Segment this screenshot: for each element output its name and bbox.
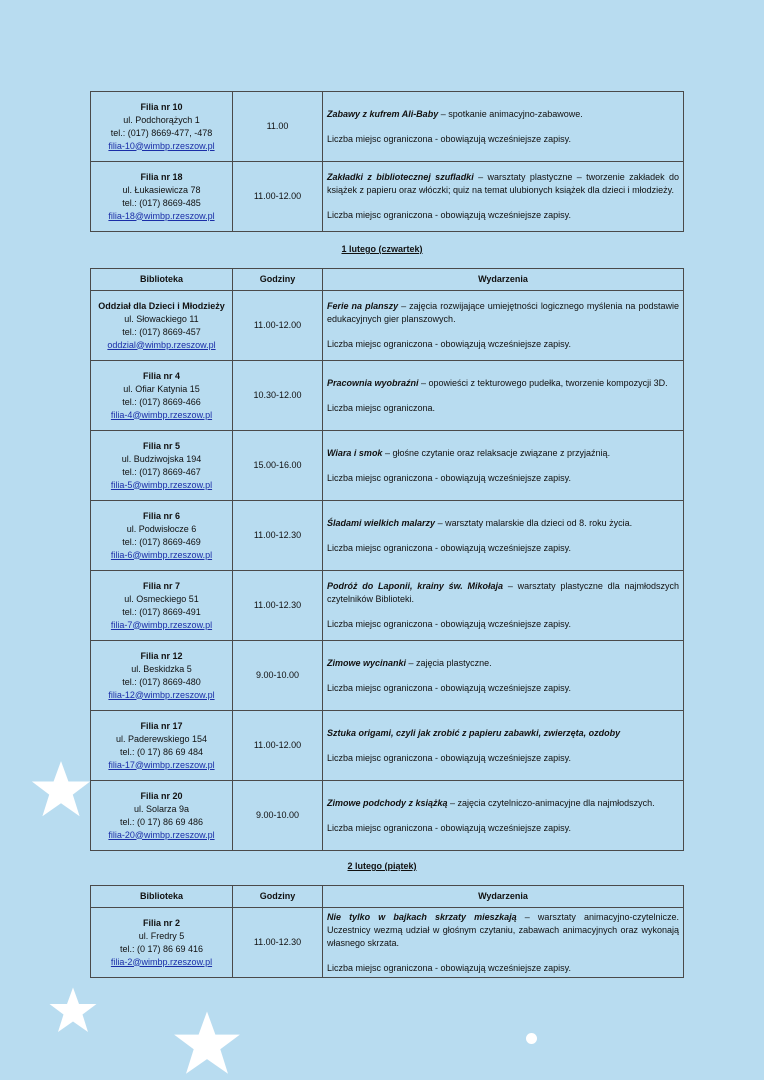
event-description: – głośne czytanie oraz relaksacje związane z przyjaźnią. <box>382 447 611 458</box>
star-decoration-icon <box>48 985 98 1035</box>
library-street: ul. Podwisłocze 6 <box>126 523 197 534</box>
library-email-link[interactable]: filia-18@wimbp.rzeszow.pl <box>108 210 215 221</box>
library-name: Filia nr 17 <box>140 720 183 731</box>
library-cell <box>91 781 233 851</box>
hours-cell: 11.00 <box>233 92 323 162</box>
table-header-row <box>91 269 684 291</box>
column-header-hours: Godziny <box>233 886 323 908</box>
star-decoration-icon <box>172 1008 242 1078</box>
library-phone: tel.: (017) 8669-491 <box>122 606 201 617</box>
hours-cell: 9.00-10.00 <box>233 781 323 851</box>
events-table-continued <box>90 91 684 232</box>
event-cell <box>323 908 684 978</box>
event-cell <box>323 92 684 162</box>
library-phone: tel.: (017) 8669-477, -478 <box>110 127 213 138</box>
event-cell <box>323 641 684 711</box>
event-description: – warsztaty plastyczne – tworzenie zakładek do książek z papieru oraz włóczki; quiz na temat ulubionych książek dla dzieci i młodzieży. <box>327 172 679 195</box>
event-cell <box>323 781 684 851</box>
hours-cell: 15.00-16.00 <box>233 431 323 501</box>
library-cell <box>91 92 233 162</box>
event-description: – zajęcia rozwijające umiejętności logicznego myślenia na podstawie edukacyjnych gier planszowych. <box>327 301 679 324</box>
library-street: ul. Słowackiego 11 <box>124 313 199 324</box>
table-row <box>91 92 684 162</box>
day-heading: 1 lutego (czwartek) <box>341 244 423 254</box>
event-note: Liczba miejsc ograniczona - obowiązują wcześniejsze zapisy. <box>327 752 571 763</box>
hours-cell: 11.00-12.30 <box>233 908 323 978</box>
event-cell <box>323 162 684 232</box>
event-title: Zabawy z kufrem Ali-Baby <box>327 108 439 119</box>
event-description: – opowieści z tekturowego pudełka, tworzenie kompozycji 3D. <box>418 377 668 388</box>
hours-cell: 11.00-12.00 <box>233 711 323 781</box>
library-cell <box>91 711 233 781</box>
event-note: Liczba miejsc ograniczona - obowiązują wcześniejsze zapisy. <box>327 682 571 693</box>
library-phone: tel.: (017) 8669-467 <box>122 466 201 477</box>
library-cell <box>91 291 233 361</box>
library-street: ul. Fredry 5 <box>138 930 185 941</box>
hours-cell: 11.00-12.00 <box>233 162 323 232</box>
table-row <box>91 571 684 641</box>
event-title: Ferie na planszy <box>327 301 399 311</box>
library-email-link[interactable]: filia-4@wimbp.rzeszow.pl <box>110 409 213 420</box>
library-cell <box>91 162 233 232</box>
library-name: Filia nr 6 <box>142 510 180 521</box>
table-row <box>91 908 684 978</box>
table-row <box>91 431 684 501</box>
library-phone: tel.: (017) 8669-480 <box>122 676 201 687</box>
event-title: Sztuka origami, czyli jak zrobić z papieru zabawki, zwierzęta, ozdoby <box>327 727 621 738</box>
library-email-link[interactable]: filia-2@wimbp.rzeszow.pl <box>110 956 213 967</box>
dot-decoration <box>526 1033 537 1044</box>
column-header-events: Wydarzenia <box>323 886 684 908</box>
event-title: Wiara i smok <box>327 447 383 458</box>
event-note: Liczba miejsc ograniczona - obowiązują wcześniejsze zapisy. <box>327 210 571 220</box>
hours-cell: 11.00-12.30 <box>233 501 323 571</box>
column-header-events: Wydarzenia <box>323 269 684 291</box>
hours-cell: 11.00-12.30 <box>233 571 323 641</box>
library-name: Filia nr 18 <box>140 171 183 182</box>
library-street: ul. Paderewskiego 154 <box>115 733 208 744</box>
event-cell <box>323 501 684 571</box>
hours-cell: 9.00-10.00 <box>233 641 323 711</box>
library-phone: tel.: (0 17) 86 69 486 <box>119 816 204 827</box>
event-description: – warsztaty animacyjno-czytelnicze. Uczestnicy wezmą udział w głośnym czytaniu, zabawach animacyjnych oraz wykonają własnego skrzata. <box>327 911 679 948</box>
library-cell <box>91 641 233 711</box>
library-phone: tel.: (017) 8669-485 <box>122 197 201 208</box>
library-cell <box>91 431 233 501</box>
library-street: ul. Ofiar Katynia 15 <box>123 383 200 394</box>
library-name: Filia nr 12 <box>140 650 183 661</box>
library-email-link[interactable]: oddzial@wimbp.rzeszow.pl <box>107 339 216 350</box>
event-title: Pracownia wyobraźni <box>327 377 419 388</box>
library-name: Filia nr 4 <box>142 370 180 381</box>
library-email-link[interactable]: filia-20@wimbp.rzeszow.pl <box>108 829 215 840</box>
library-phone: tel.: (017) 8669-469 <box>122 536 201 547</box>
hours-cell: 11.00-12.00 <box>233 291 323 361</box>
library-street: ul. Osmeckiego 51 <box>124 593 199 604</box>
events-table-feb-2 <box>90 885 684 978</box>
library-email-link[interactable]: filia-12@wimbp.rzeszow.pl <box>108 689 215 700</box>
table-row <box>91 291 684 361</box>
library-cell <box>91 908 233 978</box>
event-description: – zajęcia plastyczne. <box>406 657 492 668</box>
event-description: – spotkanie animacyjno-zabawowe. <box>438 108 583 119</box>
event-title: Nie tylko w bajkach skrzaty mieszkają <box>327 911 517 922</box>
event-cell <box>323 361 684 431</box>
library-name: Filia nr 5 <box>142 440 180 451</box>
library-email-link[interactable]: filia-17@wimbp.rzeszow.pl <box>108 759 215 770</box>
library-street: ul. Podchorążych 1 <box>123 114 200 125</box>
library-cell <box>91 361 233 431</box>
library-email-link[interactable]: filia-6@wimbp.rzeszow.pl <box>110 549 213 560</box>
event-cell <box>323 711 684 781</box>
library-phone: tel.: (017) 8669-457 <box>122 326 201 337</box>
library-phone: tel.: (0 17) 86 69 484 <box>119 746 204 757</box>
library-name: Filia nr 10 <box>140 101 183 112</box>
column-header-library: Biblioteka <box>91 886 233 908</box>
event-note: Liczba miejsc ograniczona - obowiązują wcześniejsze zapisy. <box>327 133 571 144</box>
library-name: Oddział dla Dzieci i Młodzieży <box>98 300 225 311</box>
event-title: Zimowe podchody z książką <box>327 797 448 808</box>
library-name: Filia nr 20 <box>140 790 183 801</box>
event-note: Liczba miejsc ograniczona - obowiązują wcześniejsze zapisy. <box>327 339 571 349</box>
table-row <box>91 501 684 571</box>
library-cell <box>91 501 233 571</box>
event-note: Liczba miejsc ograniczona - obowiązują wcześniejsze zapisy. <box>327 472 571 483</box>
event-note: Liczba miejsc ograniczona. <box>327 402 436 413</box>
library-street: ul. Solarza 9a <box>133 803 190 814</box>
column-header-library: Biblioteka <box>91 269 233 291</box>
event-note: Liczba miejsc ograniczona - obowiązują wcześniejsze zapisy. <box>327 619 571 629</box>
library-name: Filia nr 7 <box>142 580 180 591</box>
event-cell <box>323 571 684 641</box>
event-description: – zajęcia czytelniczo-animacyjne dla najmłodszych. <box>447 797 655 808</box>
events-table-feb-1 <box>90 268 684 851</box>
event-title: Śladami wielkich malarzy <box>327 517 436 528</box>
library-street: ul. Budziwojska 194 <box>121 453 202 464</box>
table-header-row <box>91 886 684 908</box>
table-row <box>91 781 684 851</box>
event-title: Zimowe wycinanki <box>327 657 407 668</box>
event-cell <box>323 431 684 501</box>
event-description: – warsztaty malarskie dla dzieci od 8. roku życia. <box>435 517 633 528</box>
day-heading: 2 lutego (piątek) <box>347 861 417 871</box>
event-title: Zakładki z bibliotecznej szufladki <box>327 172 474 182</box>
library-email-link[interactable]: filia-7@wimbp.rzeszow.pl <box>110 619 213 630</box>
table-row <box>91 162 684 232</box>
library-street: ul. Łukasiewicza 78 <box>122 184 201 195</box>
library-email-link[interactable]: filia-5@wimbp.rzeszow.pl <box>110 479 213 490</box>
column-header-hours: Godziny <box>233 269 323 291</box>
hours-cell: 10.30-12.00 <box>233 361 323 431</box>
table-row <box>91 641 684 711</box>
event-title: Podróż do Laponii, krainy św. Mikołaja <box>327 581 504 591</box>
event-description: – warsztaty plastyczne dla najmłodszych czytelników Biblioteki. <box>327 581 679 604</box>
table-row <box>91 711 684 781</box>
event-note: Liczba miejsc ograniczona - obowiązują wcześniejsze zapisy. <box>327 542 571 553</box>
library-name: Filia nr 2 <box>142 917 180 928</box>
library-cell <box>91 571 233 641</box>
star-decoration-icon <box>30 758 92 820</box>
event-note: Liczba miejsc ograniczona - obowiązują wcześniejsze zapisy. <box>327 962 571 973</box>
library-street: ul. Beskidzka 5 <box>131 663 192 674</box>
event-note: Liczba miejsc ograniczona - obowiązują wcześniejsze zapisy. <box>327 822 571 833</box>
library-phone: tel.: (0 17) 86 69 416 <box>119 943 204 954</box>
table-row <box>91 361 684 431</box>
event-cell <box>323 291 684 361</box>
library-phone: tel.: (017) 8669-466 <box>122 396 201 407</box>
library-email-link[interactable]: filia-10@wimbp.rzeszow.pl <box>108 140 215 151</box>
